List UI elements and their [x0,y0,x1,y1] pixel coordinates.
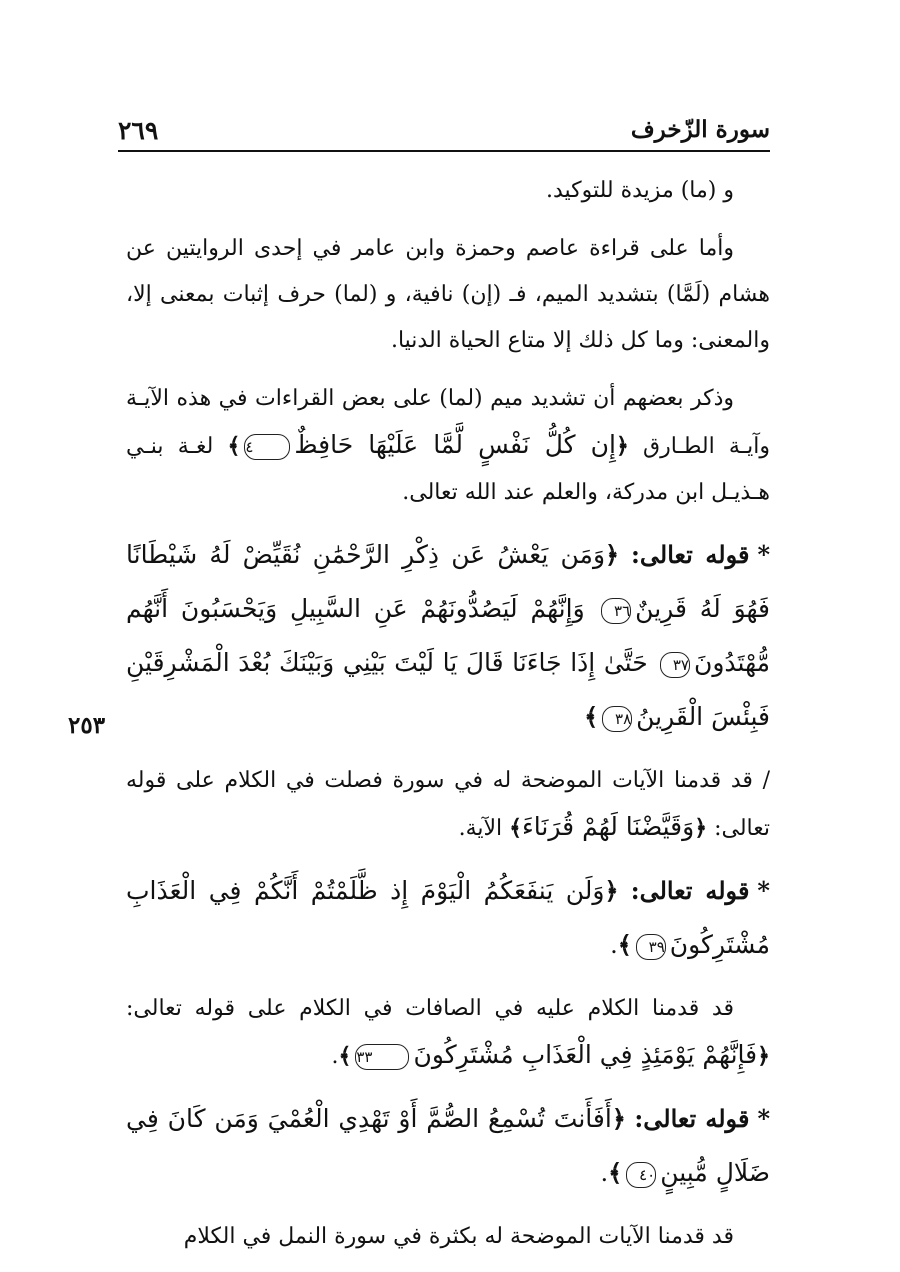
ayah-number-40: ٤٠ [626,1162,656,1188]
ayah-number-33: ٣٣ [355,1044,409,1070]
paragraph-4-text-b: الآية. [458,816,503,841]
quran-quote-saffat: فَإِنَّهُمْ يَوْمَئِذٍ فِي الْعَذَابِ مُشْتَرِكُونَ [413,1040,758,1069]
quran-open-bracket: ﴿ [611,1104,626,1133]
star-marker: * [757,540,771,569]
quran-close-bracket: ﴾ [509,815,523,841]
paragraph-5-text-a: قد قدمنا الكلام عليه في الصافات في الكلام على قوله تعالى: [126,996,734,1021]
quran-verse-36: وَمَن يَعْشُ عَن ذِكْرِ الرَّحْمَٰنِ نُقَيِّضْ لَهُ شَيْطَانًا فَهُوَ لَهُ قَرِينٌ [126,540,770,623]
quran-close-bracket: ﴾ [338,1043,352,1069]
paragraph-4-text-a: قد قدمنا الآيات الموضحة له في سورة فصلت في الكلام على قوله تعالى: [126,768,770,841]
quran-open-bracket: ﴿ [615,433,629,459]
quran-verse-39: وَلَن يَنفَعَكُمُ الْيَوْمَ إِذ ظَّلَمْتُمْ أَنَّكُمْ فِي الْعَذَابِ مُشْتَرِكُونَ [126,876,770,959]
verse-block-1 [126,528,770,744]
quran-open-bracket: ﴿ [604,876,619,905]
quran-quote-tariq: إِن كُلُّ نَفْسٍ لَّمَّا عَلَيْهَا حَافِظٌ [294,430,616,459]
verse-label-3: قوله تعالى: [634,1104,750,1133]
ayah-number-38: ٣٨ [602,706,632,732]
margin-reference-number [68,712,105,739]
paragraph-2 [126,226,770,364]
verse-label-1: قوله تعالى: [631,540,750,569]
ayah-number-36: ٣٦ [601,598,631,624]
paragraph-3-text-a: وذكر بعضهم أن تشديد ميم (لما) على بعض القراءات في هذه الآيـة وآيـة الطـارق [126,386,771,459]
quran-quote-fussilat: وَقَيَّضْنَا لَهُمْ قُرَنَاءَ [522,812,695,841]
quran-verse-37: وَإِنَّهُمْ لَيَصُدُّونَهُمْ عَنِ السَّبِيلِ وَيَحْسَبُونَ أَنَّهُم مُّهْتَدُونَ [126,594,770,677]
slash-marker: / [762,768,770,793]
quran-verse-40: أَفَأَنتَ تُسْمِعُ الصُّمَّ أَوْ تَهْدِي الْعُمْيَ وَمَن كَانَ فِي ضَلَالٍ مُّبِينٍ [126,1104,770,1187]
paragraph-2-text: وأما على قراءة عاصم وحمزة وابن عامر في إحدى الروايتين عن هشام (لَمَّا) بتشديد الميم، فـ (إن) نافية، و (لما) حرف إثبات بمعنى إلا، والمعنى: وما كل ذلك إلا متاع الحياة الدنيا. [126,236,770,353]
quran-open-bracket: ﴿ [694,815,708,841]
paragraph-1-text: و (ما) مزيدة للتوكيد. [545,178,734,203]
paragraph-6 [126,1214,770,1260]
verse-block-3: *قوله تعالى: ﴿أَفَأَنتَ تُسْمِعُ الصُّمَّ أَوْ تَهْدِي الْعُمْيَ وَمَن كَانَ فِي ضَلَالٍ مُّبِينٍ٤٠﴾. [126,1104,770,1187]
quran-verse-38: حَتَّىٰ إِذَا جَاءَنَا قَالَ يَا لَيْتَ بَيْنِي وَبَيْنَكَ بُعْدَ الْمَشْرِقَيْنِ فَبِئْسَ الْقَرِينُ [126,648,770,731]
ayah-number-4: ٤ [244,434,290,460]
paragraph-6-text: قد قدمنا الآيات الموضحة له بكثرة في سورة النمل في الكلام [183,1224,734,1249]
star-marker: * [757,1104,770,1133]
star-marker: * [757,876,770,905]
paragraph-4 [126,758,770,852]
paragraph-5: قد قدمنا الكلام عليه في الصافات في الكلام على قوله تعالى: ﴿فَإِنَّهُمْ يَوْمَئِذٍ فِي الْعَذَابِ مُشْتَرِكُونَ٣٣﴾. [126,996,770,1069]
quran-close-bracket: ﴾ [617,930,632,959]
quran-close-bracket: ﴾ [584,702,599,731]
quran-open-bracket: ﴿ [757,1043,770,1069]
paragraph-3 [126,376,770,516]
page-number: ٢٦٩ [118,116,159,145]
ayah-number-37: ٣٧ [660,652,690,678]
ayah-number-39: ٣٩ [636,934,666,960]
page-body [126,168,770,1272]
quran-open-bracket: ﴿ [605,540,620,569]
verse-block-2: *قوله تعالى: ﴿وَلَن يَنفَعَكُمُ الْيَوْمَ إِذ ظَّلَمْتُمْ أَنَّكُمْ فِي الْعَذَابِ مُشْتَرِكُونَ٣٩﴾. [126,876,770,959]
quran-close-bracket: ﴾ [608,1158,623,1187]
paragraph-3-text-b: لغـة بنـي هـذيـل ابن مدركة، والعلم عند الله تعالى. [126,434,770,505]
header-rule [118,150,770,152]
running-title: سورة الزّخرف [630,116,770,143]
margin-reference-value: ٢٥٣ [68,712,106,739]
quran-close-bracket: ﴾ [227,433,241,459]
page-header [118,110,770,150]
paragraph-1 [126,168,770,214]
verse-label-2: قوله تعالى: [630,876,750,905]
